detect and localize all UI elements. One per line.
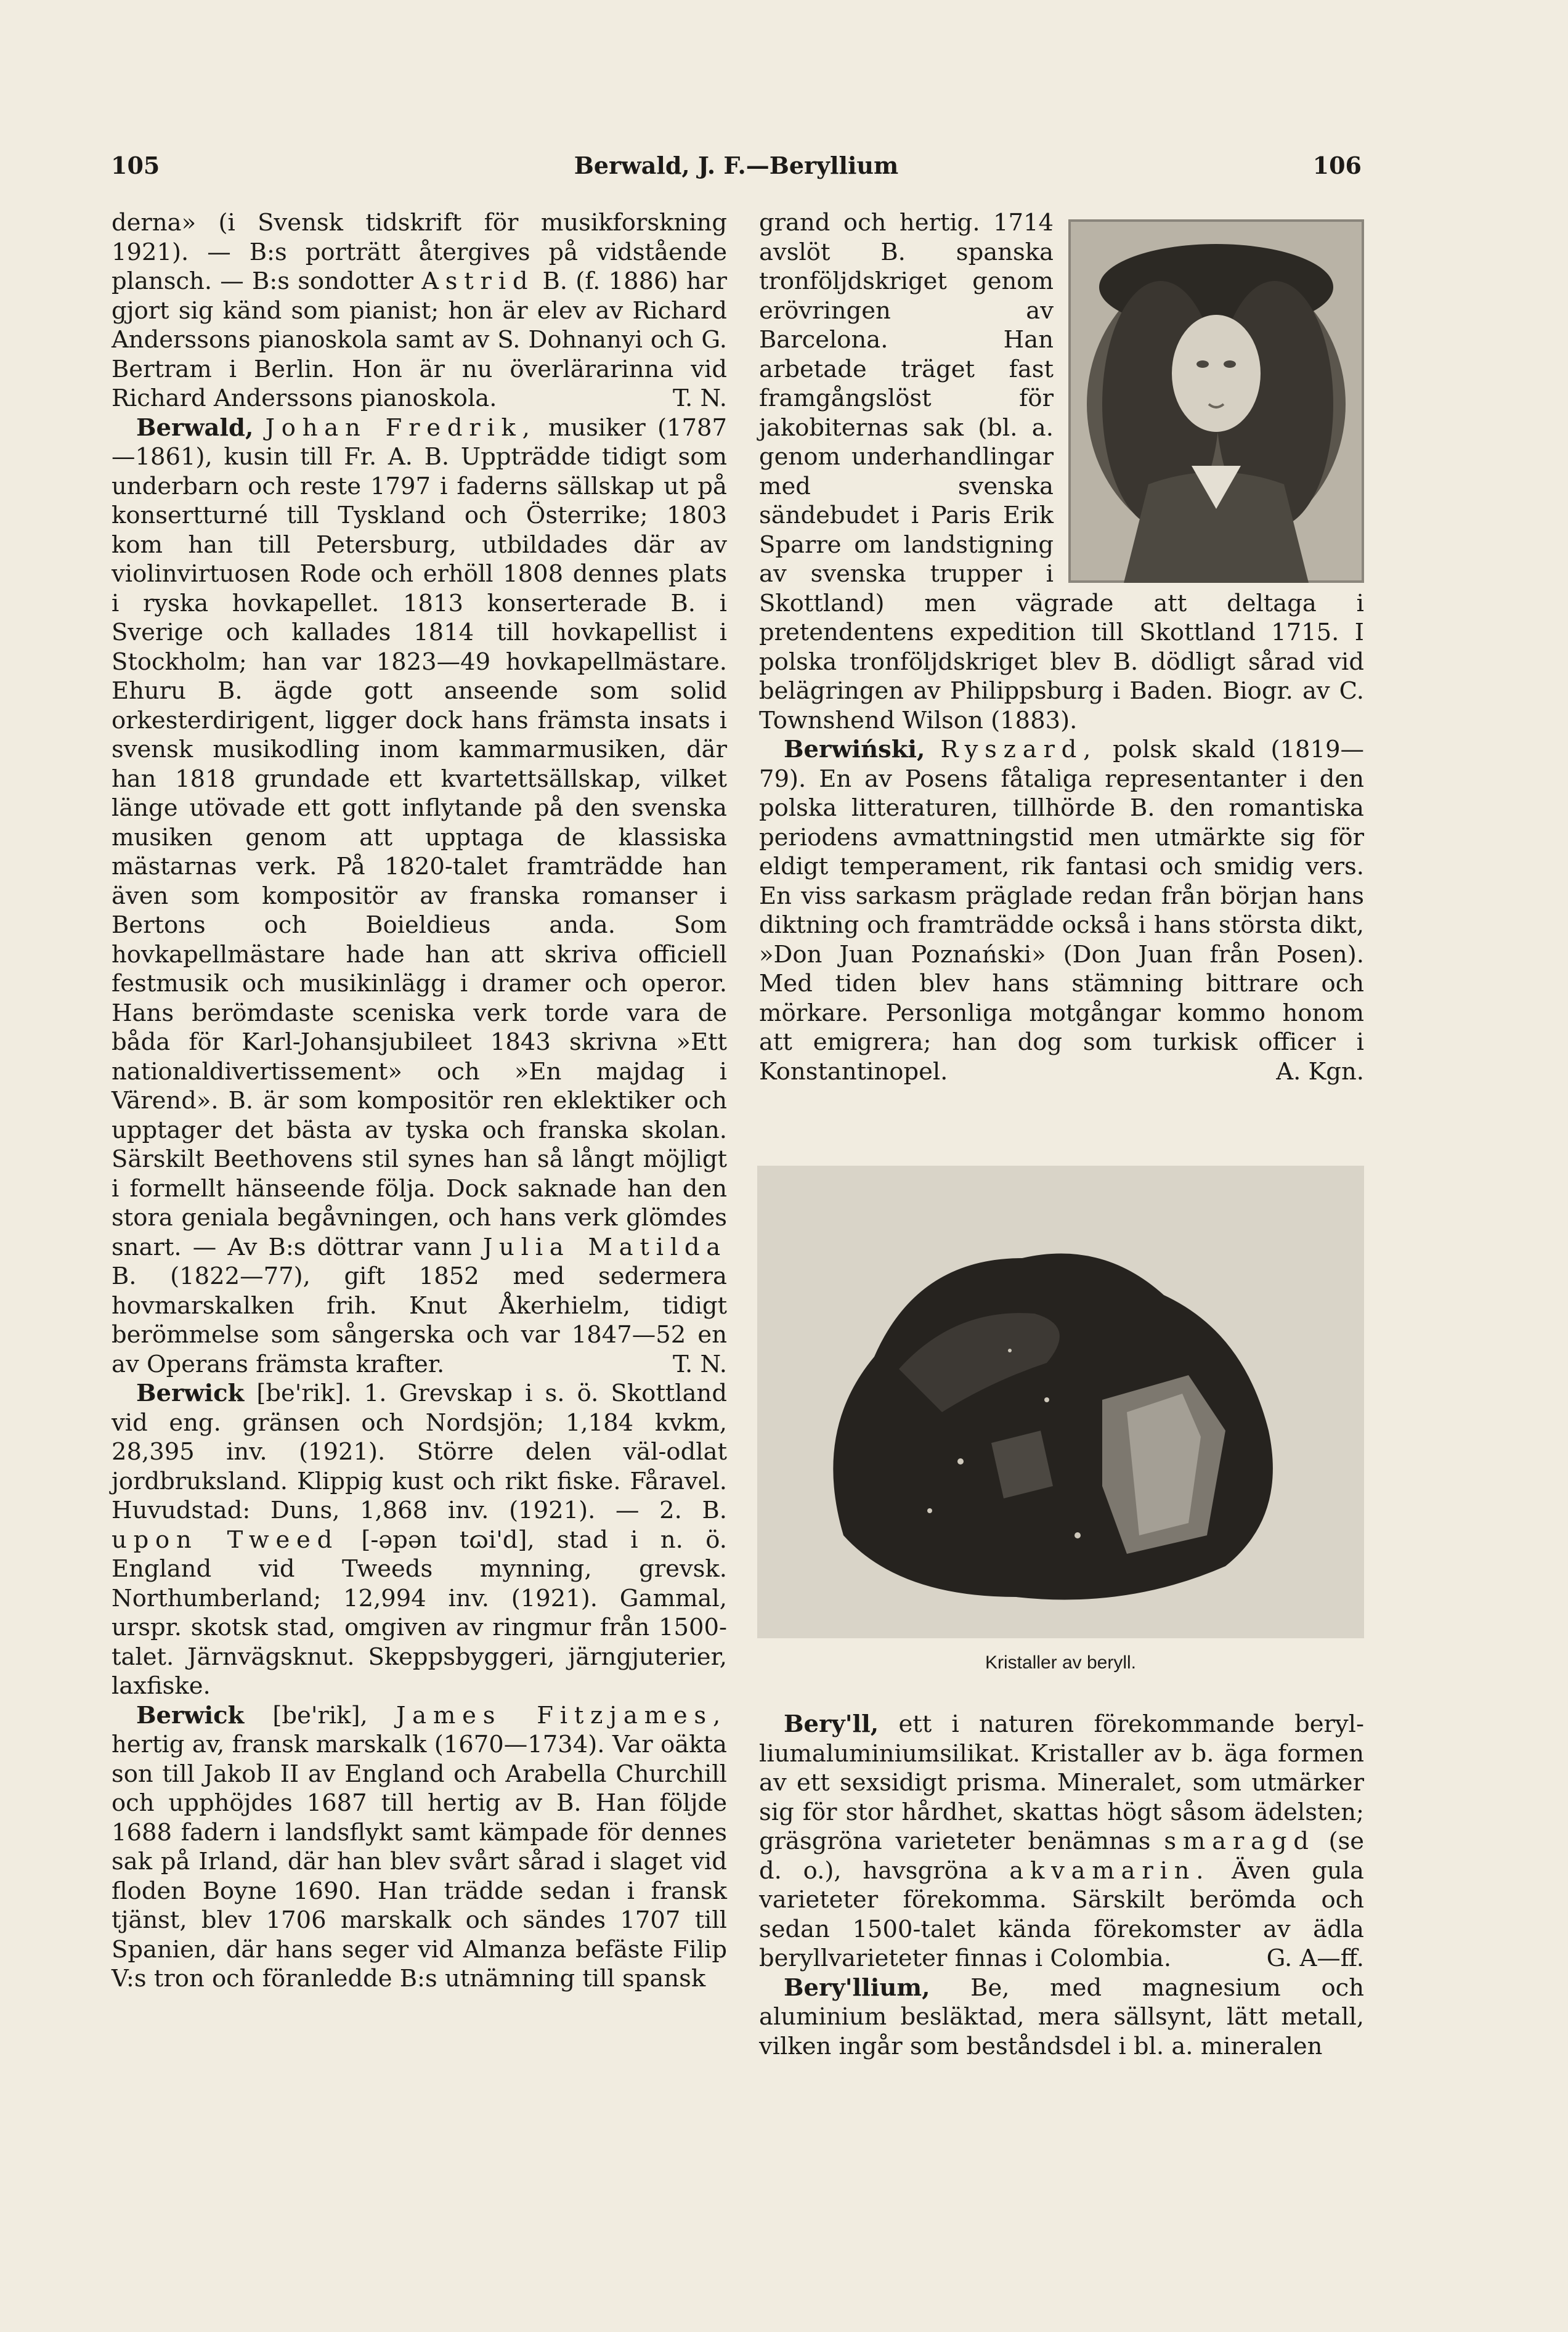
figure-caption: Kristaller av beryll.: [985, 1652, 1137, 1673]
entry-berwald-johan-fredrik: Berwald, Johan Fredrik, musiker (1787—1861), kusin till Fr. A. B. Uppträdde tidigt som underbarn och reste 1797 i faderns sällskap ut på konsertturné till Tyskland och Österrike; 1803 kom han till Petersburg, utbildades där av violinvirtuosen Rode och erhöll 1808 dennes plats i ryska hovkapellet. 1813 konserterade B. i Sverige och kallades 1814 till hovkapellist i Stockholm; han var 1823—49 hovkapellmästare. Ehuru B. ägde gott anseende som solid orkesterdirigent, ligger dock hans främsta insats i svensk musikodling inom kammarmusiken, där han 1818 grundade ett kvartettsällskap, vilket länge utövade ett gott inflytande på den svenska musiken genom att upptaga de klassiska mästarnas verk. På 1820-talet framträdde han även som kompositör av franska romanser i Bertons och Boieldieus anda. Som hovkapellmästare hade han att skriva officiell festmusik och musikinlägg i dramer och operor. Hans berömdaste sceniska verk torde vara de båda för Karl-Johansjubileet 1843 skrivna »Ett nationaldivertissement» och »En majdag i Värend». B. är som kompositör ren eklektiker och upptager det bästa av tyska och franska skolan. Särskilt Beethovens stil synes han så långt möjligt i formellt hänseende följa. Dock saknade han den stora geniala begåvningen, och hans verk glömdes snart. — Av B:s döttrar vann Julia Matilda B. (1822—77), gift 1852 med sedermera hovmarskalken frih. Knut Åkerhielm, tidigt berömmelse som sångerska och var 1847—52 en av Operans främsta krafter. T. N.: [112, 413, 727, 1378]
entry-berwick-place: Berwick [be'rik]. 1. Grevskap i s. ö. Skottland vid eng. gränsen och Nordsjön; 1,184 kvkm, 28,395 inv. (1921). Större delen väl-odlat jordbruksland. Klippig kust och rikt fiske. Fåravel. Huvudstad: Duns, 1,868 inv. (1921). — 2. B. upon Tweed [-əpən tɷi'd], stad i n. ö. England vid Tweeds mynning, grevsk. Northumberland; 12,994 inv. (1921). Gammal, urspr. skotsk stad, omgiven av ringmur från 1500-talet. Järnvägsknut. Skeppsbyggeri, järngjuterier, laxfiske.: [112, 1379, 727, 1700]
entry-beryllium: Bery'llium, Be, med magnesium och aluminium besläktad, mera sällsynt, lätt metall, vilken ingår som beståndsdel i bl. a. mineralen: [759, 1973, 1364, 2060]
page-number-left: 105: [111, 152, 160, 179]
entry-headword: Berwald,: [136, 413, 254, 442]
entry-continuation: grand och hertig. 1714 avslöt B. spanska tronföljdskriget genom erövringen av Barcelona. Han arbetade träget fast framgångslöst för jakobiternas sak (bl. a. genom underhandlingar med svenska sändebudet i Paris Erik Sparre om landstigning av svenska trupper i Skottland) men vägrade att deltaga i pretendentens expedition till Skottland 1715. I polska tronföljdskriget blev B. dödligt sårad vid belägringen av Philippsburg i Baden. Biogr. av C. Townshend Wilson (1883).: [759, 209, 1364, 734]
author-signature: T. N.: [673, 1350, 727, 1378]
entry-headword: Berwiński,: [784, 736, 925, 763]
beryl-crystal-image: [757, 1166, 1364, 1638]
right-column-bottom: [759, 1710, 1364, 2061]
page-header: [111, 152, 1362, 189]
entry-beryll: Bery'll, ett i naturen förekommande beryl-liumaluminiumsilikat. Kristaller av b. äga formen av ett sexsidigt prisma. Mineralet, som utmärker sig för stor hårdhet, skattas högt såsom ädelsten; gräsgröna varieteter benämnas smaragd (se d. o.), havsgröna akvamarin. Även gula varieteter förekomma. Särskilt berömda och sedan 1500-talet kända förekomster av ädla beryllvarieteter finnas i Colombia. G. A—ff.: [759, 1710, 1364, 1972]
author-signature: G. A—ff.: [1266, 1944, 1364, 1972]
author-signature: T. N.: [673, 384, 727, 412]
left-column: [112, 208, 727, 1994]
beryl-crystal-figure: [757, 1166, 1364, 1638]
right-column-top: [759, 208, 1364, 1086]
page-number-right: 106: [1312, 152, 1362, 179]
author-signature: A. Kgn.: [1276, 1057, 1364, 1086]
entry-headword: Berwick: [136, 1379, 245, 1407]
portrait-image: [1068, 219, 1364, 583]
entry-headword: Bery'll,: [784, 1710, 879, 1738]
running-title: Berwald, J. F.—Beryllium: [574, 152, 899, 179]
entry-berwinski: Berwiński, Ryszard, polsk skald (1819—79). En av Posens fåtaliga representanter i den polska litteraturen, tillhörde B. den romantiska periodens avmattningstid men utmärkte sig för eldigt temperament, rik fantasi och smidig vers. En viss sarkasm präglade redan från början hans diktning och framträdde också i hans största dikt, »Don Juan Poznański» (Don Juan från Posen). Med tiden blev hans stämning bittrare och mörkare. Personliga motgångar kommo honom att emigrera; han dog som turkisk officer i Konstantinopel. A. Kgn.: [759, 736, 1364, 1086]
entry-continuation: derna» (i Svensk tidskrift för musikforskning 1921). — B:s porträtt återgives på vidstående plansch. — B:s sondotter Astrid B. (f. 1886) har gjort sig känd som pianist; hon är elev av Richard Anderssons pianoskola samt av S. Dohnanyi och G. Bertram i Berlin. Hon är nu överlärarinna vid Richard Anderssons pianoskola. T. N.: [112, 209, 727, 412]
entry-headword: Berwick: [136, 1701, 245, 1729]
portrait-figure: [1068, 219, 1364, 583]
entry-headword: Bery'llium,: [784, 1973, 930, 2002]
entry-berwick-james: Berwick [be'rik], James Fitzjames, hertig av, fransk marskalk (1670—1734). Var oäkta son till Jakob II av England och Arabella Churchill och upphöjdes 1687 till hertig av B. Han följde 1688 fadern i landsflykt samt kämpade för dennes sak på Irland, där han blev svårt sårad i slaget vid floden Boyne 1690. Han trädde sedan i fransk tjänst, blev 1706 marskalk och sändes 1707 till Spanien, där hans seger vid Almanza befäste Filip V:s tron och föranledde B:s utnämning till spansk: [112, 1701, 727, 1993]
